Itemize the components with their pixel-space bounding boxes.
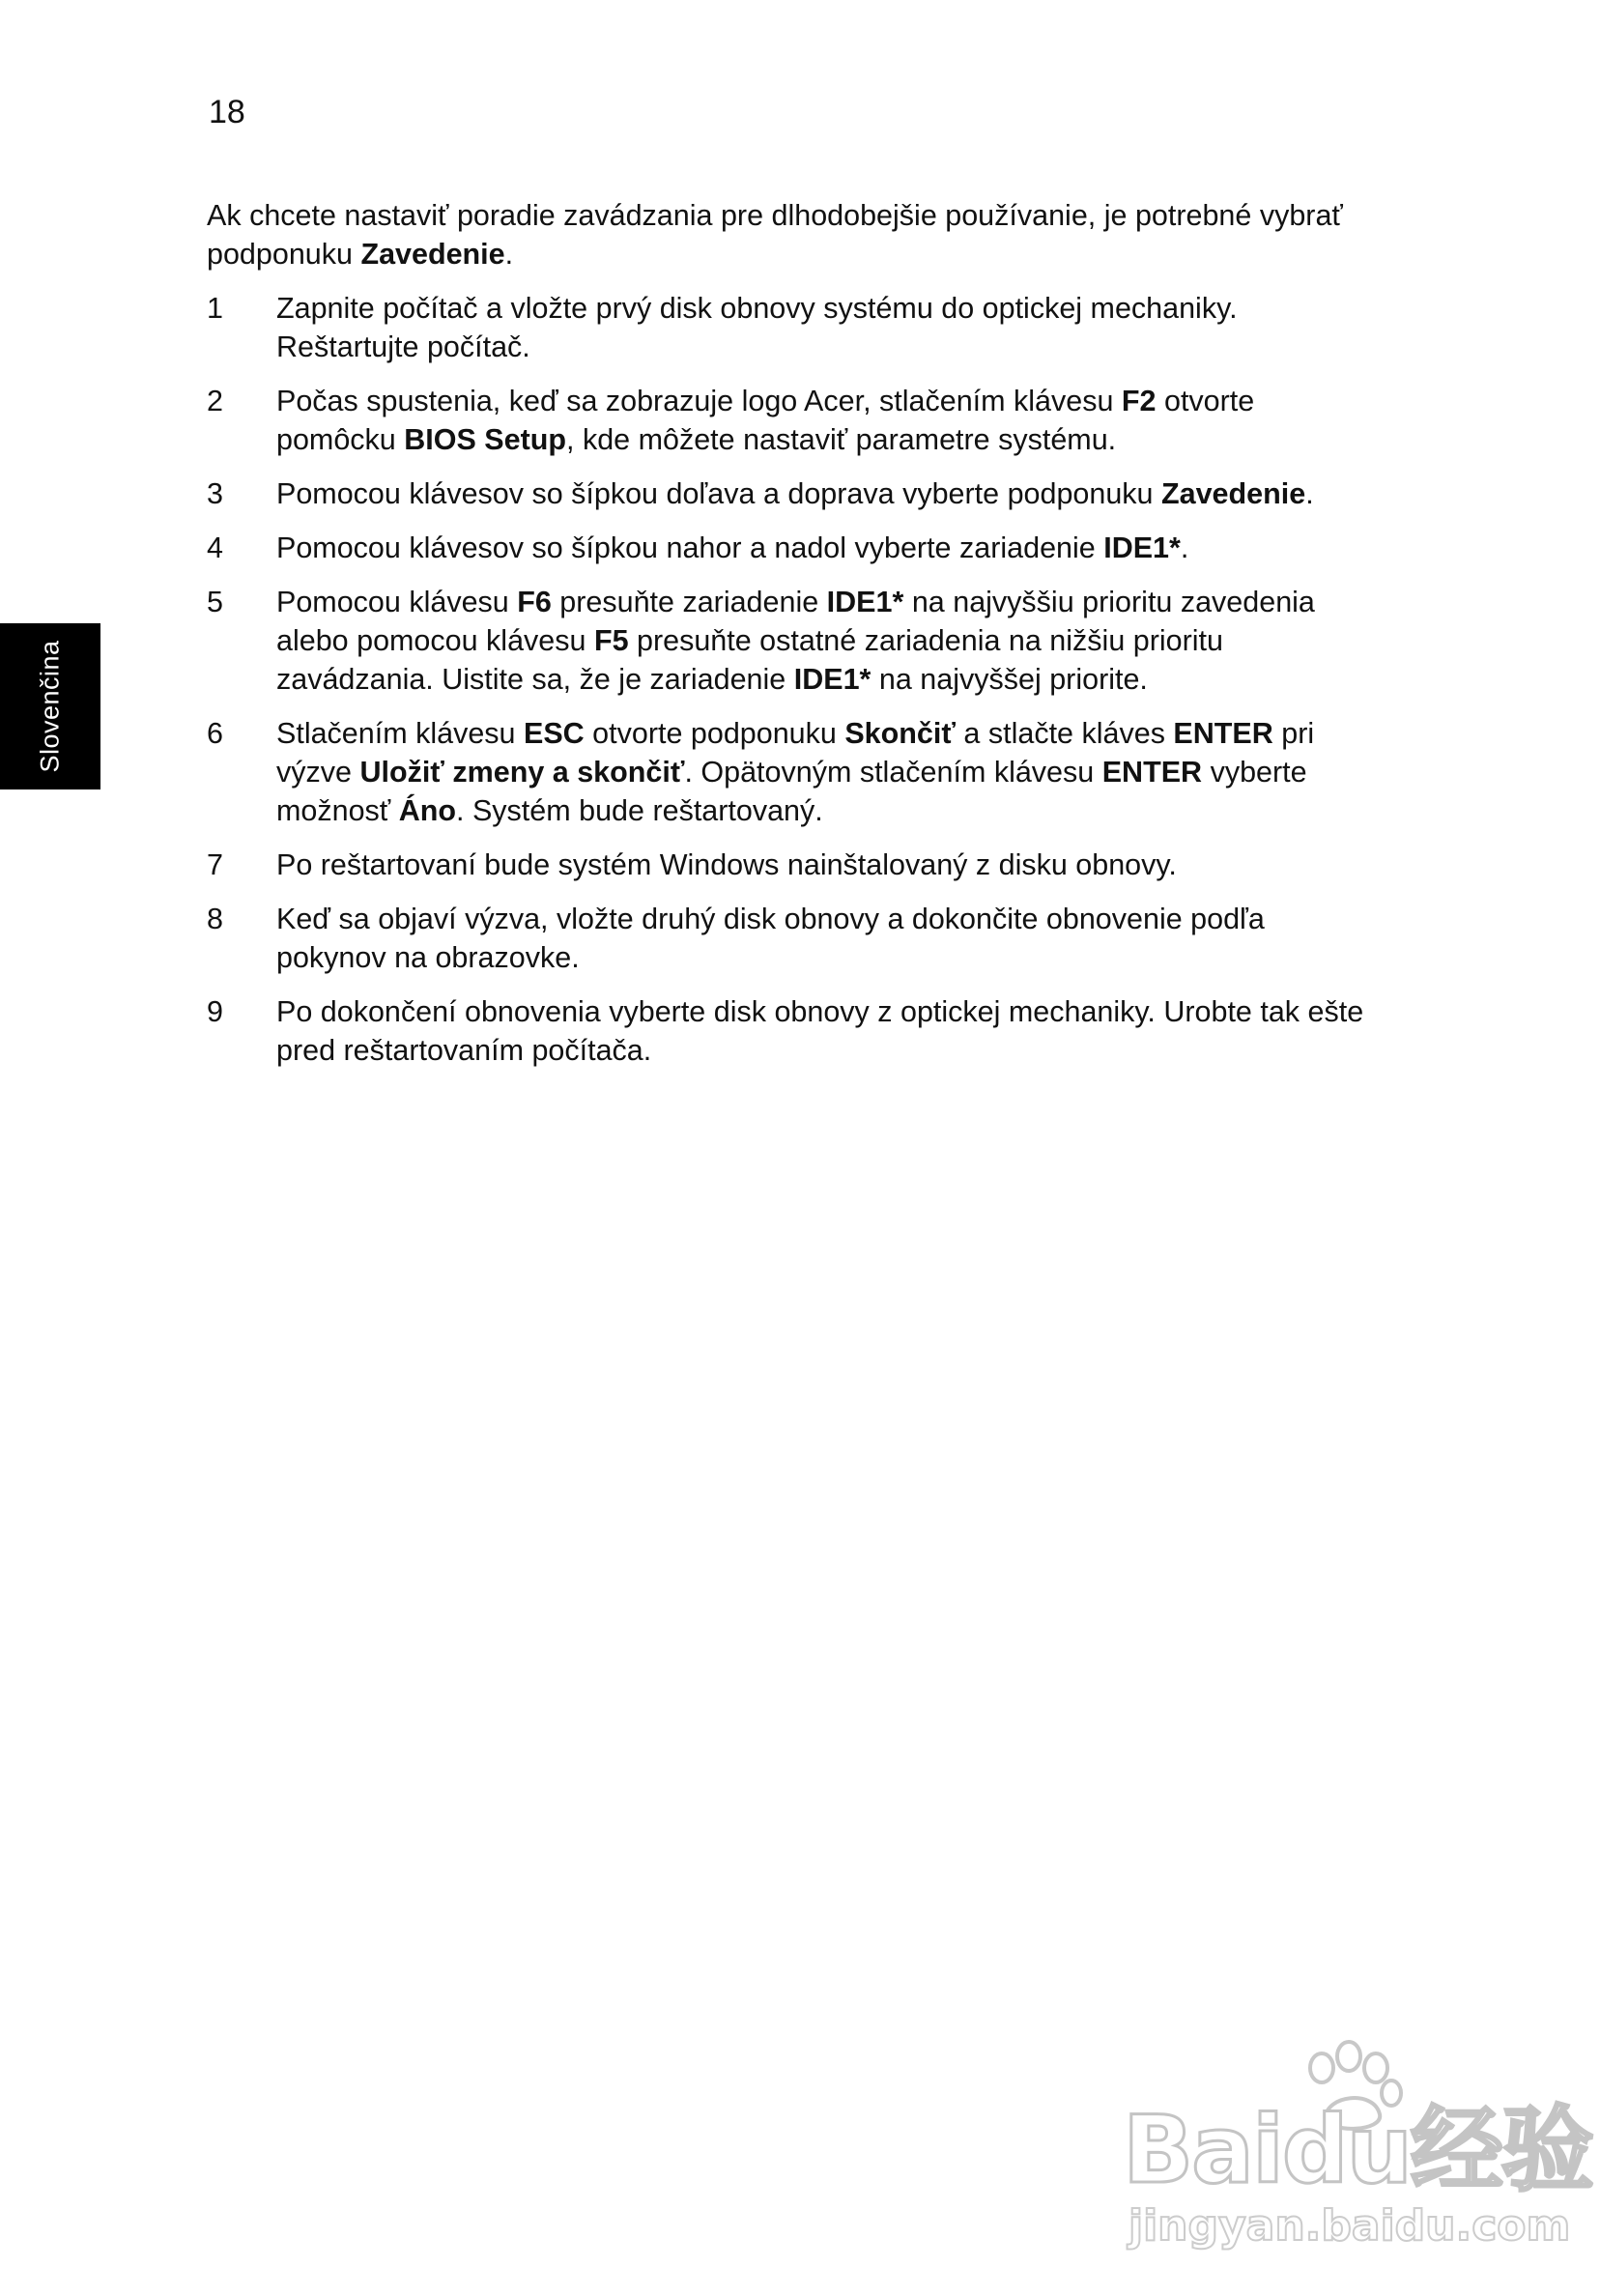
text-run: a stlačte kláves	[955, 717, 1174, 750]
step-text	[276, 529, 1366, 567]
step-item	[207, 583, 1366, 699]
watermark-brand: Baidu经验	[1123, 2096, 1592, 2204]
step-number: 8	[207, 903, 223, 935]
text-run: Keď sa objaví výzva, vložte druhý disk obnovy a dokončite obnovenie podľa pokynov na obrazovke.	[276, 903, 1265, 974]
step-number: 4	[207, 531, 223, 564]
text-run: pri výzve	[276, 717, 1315, 789]
bold-term: IDE1*	[826, 586, 904, 618]
step-text	[276, 900, 1366, 977]
text-run: .	[1305, 477, 1314, 510]
intro-paragraph	[207, 196, 1366, 273]
bold-term: BIOS Setup	[404, 423, 566, 456]
step-item	[207, 382, 1366, 459]
text-run: otvorte pomôcku	[276, 385, 1255, 456]
text-run: .	[504, 238, 514, 271]
step-text	[276, 289, 1366, 366]
step-number: 9	[207, 995, 223, 1028]
step-text	[276, 382, 1366, 459]
text-run: . Opätovným stlačením klávesu	[684, 756, 1102, 789]
bold-term: Uložiť zmeny a skončiť	[359, 756, 685, 789]
text-run: presuňte ostatné zariadenia na nižšiu prioritu zavádzania. Uistite sa, že je zariadenie	[276, 624, 1223, 696]
step-number: 6	[207, 717, 223, 750]
step-number: 2	[207, 385, 223, 417]
bold-term: ENTER	[1101, 756, 1203, 789]
step-item	[207, 900, 1366, 977]
step-item	[207, 529, 1366, 567]
step-item	[207, 289, 1366, 366]
bold-term: F5	[593, 624, 629, 657]
bold-term: F6	[517, 586, 552, 618]
text-run: na najvyššej priorite.	[871, 663, 1148, 696]
step-text	[276, 992, 1366, 1070]
watermark-url: jingyan.baidu.com	[1129, 2201, 1571, 2251]
bold-term: Áno	[398, 794, 457, 827]
page-number: 18	[209, 94, 245, 130]
step-number: 3	[207, 477, 223, 510]
text-run: .	[1180, 531, 1189, 564]
step-item	[207, 714, 1366, 830]
text-run: Pomocou klávesov so šípkou nahor a nadol vyberte zariadenie	[276, 531, 1104, 564]
text-run: vyberte možnosť	[276, 756, 1307, 827]
text-run: na najvyššiu prioritu zavedenia alebo pomocou klávesu	[276, 586, 1315, 657]
text-run: . Systém bude reštartovaný.	[456, 794, 823, 827]
text-run: Zapnite počítač a vložte prvý disk obnovy systému do optickej mechaniky. Reštartujte počítač.	[276, 292, 1238, 363]
bold-term: Zavedenie	[360, 238, 505, 271]
text-run: Po dokončení obnovenia vyberte disk obnovy z optickej mechaniky. Urobte tak ešte pred reštartovaním počítača.	[276, 995, 1364, 1067]
step-item	[207, 992, 1366, 1070]
text-run: Pomocou klávesov so šípkou doľava a doprava vyberte podponuku	[276, 477, 1161, 510]
step-item	[207, 846, 1366, 884]
bold-term: Zavedenie	[1161, 477, 1306, 510]
step-text	[276, 846, 1366, 884]
step-number: 7	[207, 848, 223, 881]
step-number: 1	[207, 292, 223, 325]
steps-list	[207, 289, 1366, 1070]
step-text	[276, 583, 1366, 699]
bold-term: Skončiť	[844, 717, 956, 750]
text-run: Stlačením klávesu	[276, 717, 524, 750]
bold-term: ENTER	[1173, 717, 1273, 750]
text-run: otvorte podponuku	[584, 717, 845, 750]
text-run: , kde môžete nastaviť parametre systému.	[566, 423, 1117, 456]
bold-term: ESC	[523, 717, 585, 750]
baidu-watermark	[1123, 2039, 1592, 2251]
bold-term: F2	[1121, 385, 1157, 417]
step-number: 5	[207, 586, 223, 618]
language-tab-label: Slovenčina	[35, 640, 65, 773]
bold-term: IDE1*	[1103, 531, 1181, 564]
text-run: presuňte zariadenie	[551, 586, 827, 618]
step-text	[276, 474, 1366, 513]
bold-term: IDE1*	[793, 663, 871, 696]
text-run: Pomocou klávesu	[276, 586, 518, 618]
step-text	[276, 714, 1366, 830]
text-run: Ak chcete nastaviť poradie zavádzania pre dlhodobejšie používanie, je potrebné vybrať podponuku	[207, 199, 1343, 271]
step-item	[207, 474, 1366, 513]
main-content	[207, 196, 1366, 1085]
language-side-tab	[0, 623, 100, 789]
text-run: Po reštartovaní bude systém Windows nainštalovaný z disku obnovy.	[276, 848, 1177, 881]
text-run: Počas spustenia, keď sa zobrazuje logo Acer, stlačením klávesu	[276, 385, 1122, 417]
